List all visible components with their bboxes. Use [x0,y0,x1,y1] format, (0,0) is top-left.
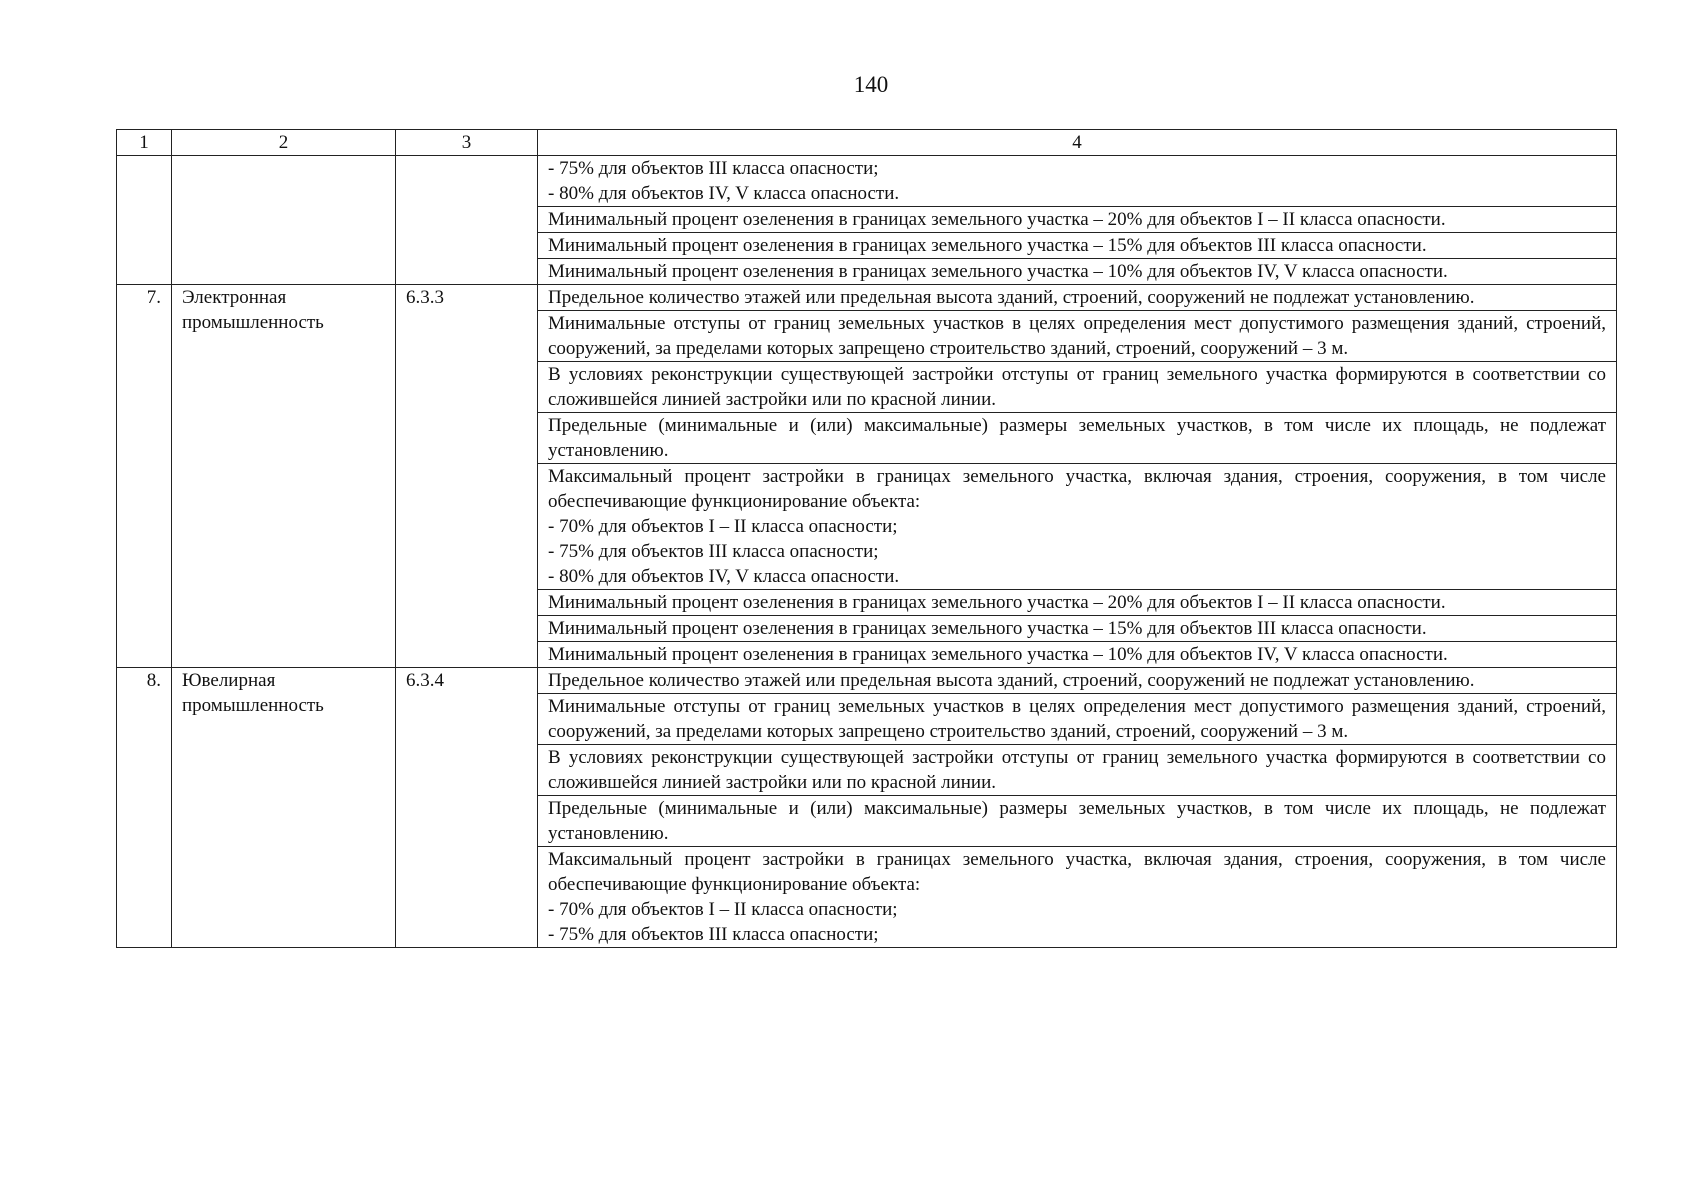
column-header-2: 2 [172,130,396,156]
use-type-name: Электронная промышленность [172,285,396,668]
reconstruction-cell: В условиях реконструкции существующей застройки отступы от границ земельного участка формируются в соответствии со сложившейся линией застройки или по красной линии. [538,362,1617,413]
list-item: - 75% для объектов III класса опасности; [548,541,879,562]
header-row [117,130,1617,156]
list-item: - 70% для объектов I – II класса опасности; [548,899,898,920]
page-number: 140 [853,72,889,97]
list-item: - 80% для объектов IV, V класса опасности. [548,183,900,204]
empty-cell [117,156,172,285]
setback-cell: Минимальные отступы от границ земельных участков в целях определения мест допустимого размещения зданий, строений, сооружений, за пределами которых запрещено строительство зданий, строений, сооружений – 3 м. [538,311,1617,362]
greening-cell: Минимальный процент озеленения в границах земельного участка – 10% для объектов IV, V класса опасности. [538,642,1617,668]
greening-cell: Минимальный процент озеленения в границах земельного участка – 15% для объектов III класса опасности. [538,616,1617,642]
table-row [117,156,1617,207]
column-header-3: 3 [396,130,538,156]
use-type-code: 6.3.3 [396,285,538,668]
empty-cell [396,156,538,285]
greening-cell: Минимальный процент озеленения в границах земельного участка – 20% для объектов I – II класса опасности. [538,207,1617,233]
list-item: - 75% для объектов III класса опасности; [548,924,879,945]
row-number: 8. [117,668,172,948]
plot-size-cell: Предельные (минимальные и (или) максимальные) размеры земельных участков, в том числе их площадь, не подлежат установлению. [538,796,1617,847]
column-header-1: 1 [117,130,172,156]
table-row [117,668,1617,694]
column-header-4: 4 [538,130,1617,156]
max-building-intro: Максимальный процент застройки в границах земельного участка, включая здания, строения, сооружения, в том числе обеспечивающие функционирование объекта: [548,466,1606,512]
list-item: - 75% для объектов III класса опасности; [548,158,879,179]
empty-cell [172,156,396,285]
plot-size-cell: Предельные (минимальные и (или) максимальные) размеры земельных участков, в том числе их площадь, не подлежат установлению. [538,413,1617,464]
list-item: - 80% для объектов IV, V класса опасности. [548,566,900,587]
setback-cell: Минимальные отступы от границ земельных участков в целях определения мест допустимого размещения зданий, строений, сооружений, за пределами которых запрещено строительство зданий, строений, сооружений – 3 м. [538,694,1617,745]
greening-cell: Минимальный процент озеленения в границах земельного участка – 20% для объектов I – II класса опасности. [538,590,1617,616]
row-number: 7. [117,285,172,668]
greening-cell: Минимальный процент озеленения в границах земельного участка – 15% для объектов III класса опасности. [538,233,1617,259]
use-type-code: 6.3.4 [396,668,538,948]
greening-cell: Минимальный процент озеленения в границах земельного участка – 10% для объектов IV, V класса опасности. [538,259,1617,285]
max-building-cell [538,847,1617,948]
max-building-intro: Максимальный процент застройки в границах земельного участка, включая здания, строения, сооружения, в том числе обеспечивающие функционирование объекта: [548,849,1606,895]
table-row [117,285,1617,311]
floors-limit-cell: Предельное количество этажей или предельная высота зданий, строений, сооружений не подлежат установлению. [538,285,1617,311]
list-item: - 70% для объектов I – II класса опасности; [548,516,898,537]
floors-limit-cell: Предельное количество этажей или предельная высота зданий, строений, сооружений не подлежат установлению. [538,668,1617,694]
use-type-name: Ювелирная промышленность [172,668,396,948]
max-building-continuation-cell [538,156,1617,207]
reconstruction-cell: В условиях реконструкции существующей застройки отступы от границ земельного участка формируются в соответствии со сложившейся линией застройки или по красной линии. [538,745,1617,796]
max-building-cell [538,464,1617,590]
regulations-table [116,129,1617,948]
